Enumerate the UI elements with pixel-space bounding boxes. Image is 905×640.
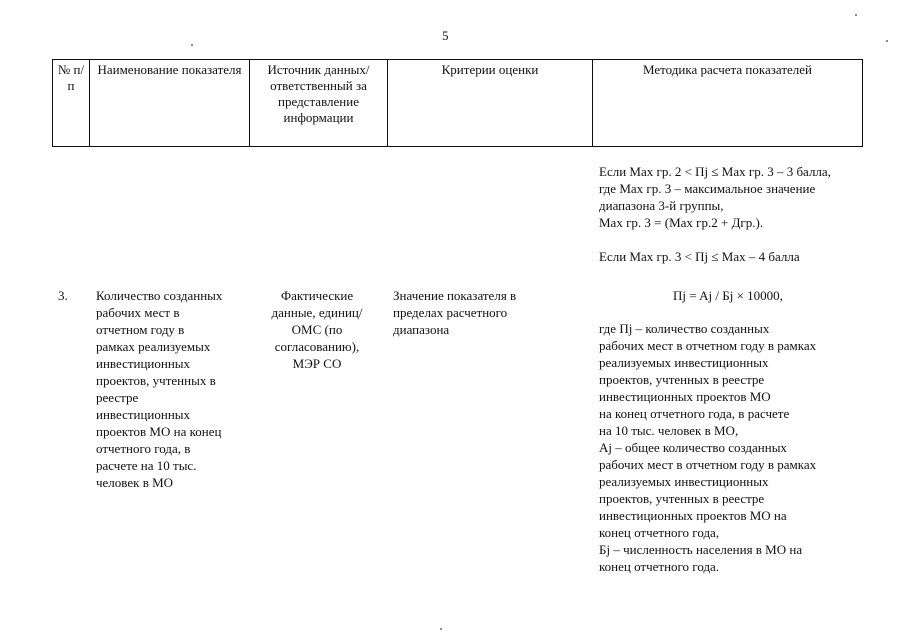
column-header-criteria: Критерии оценки [388, 60, 593, 147]
column-header-number: № п/п [53, 60, 90, 147]
evaluation-criteria [393, 287, 516, 338]
row-number: 3. [58, 288, 68, 303]
explanation-line: на 10 тыс. человек в МО, [599, 423, 739, 438]
criteria-line: Значение показателя в [393, 288, 517, 303]
explanation-line: на конец отчетного года, в расчете [599, 406, 790, 421]
data-source-line: ОМС (по [291, 322, 343, 337]
methodology-line: Если Max гр. 2 < Пj ≤ Max гр. 3 – 3 балла, [599, 164, 831, 179]
column-header-indicator-name: Наименование показателя [90, 60, 250, 147]
data-source [256, 287, 378, 372]
table-header-row [53, 60, 863, 147]
methodology-continuation [599, 163, 831, 265]
methodology-line: Если Max гр. 3 < Пj ≤ Max – 4 балла [599, 249, 800, 264]
indicator-name-line: человек в МО [96, 475, 174, 490]
table-header [52, 59, 863, 147]
indicator-name [96, 287, 222, 491]
indicator-name-line: отчетного года, в [96, 441, 191, 456]
explanation-line: рабочих мест в отчетном году в рамках [599, 457, 817, 472]
scan-speck [191, 44, 193, 46]
data-source-line: согласованию), [274, 339, 360, 354]
explanation-line: инвестиционных проектов МО [599, 389, 771, 404]
indicator-name-line: рабочих мест в [96, 305, 180, 320]
explanation-line: где Пj – количество созданных [599, 321, 770, 336]
indicator-name-line: реестре [96, 390, 139, 405]
indicator-name-line: Количество созданных [96, 288, 223, 303]
explanation-line: проектов, учтенных в реестре [599, 372, 765, 387]
indicator-name-line: отчетном году в [96, 322, 185, 337]
data-source-line: Фактические [280, 288, 354, 303]
methodology-line: где Max гр. 3 – максимальное значение [599, 181, 816, 196]
indicator-name-line: расчете на 10 тыс. [96, 458, 197, 473]
scan-speck [855, 14, 857, 16]
explanation-line: реализуемых инвестиционных [599, 355, 769, 370]
formula-explanation [599, 320, 816, 575]
calculation-formula: Пj = Aj / Бj × 10000, [673, 288, 783, 303]
indicator-name-line: рамках реализуемых [96, 339, 211, 354]
page-number: 5 [442, 28, 449, 43]
methodology-line: Max гр. 3 = (Max гр.2 + Дгр.). [599, 215, 764, 230]
scan-speck [440, 628, 442, 630]
criteria-line: диапазона [393, 322, 450, 337]
explanation-line: Бj – численность населения в МО на [599, 542, 803, 557]
explanation-line: инвестиционных проектов МО на [599, 508, 787, 523]
methodology-line: диапазона 3-й группы, [599, 198, 724, 213]
explanation-line: реализуемых инвестиционных [599, 474, 769, 489]
column-header-data-source: Источник данных/ ответственный за представление информации [250, 60, 388, 147]
methodology-spacer [599, 231, 831, 248]
explanation-line: проектов, учтенных в реестре [599, 491, 765, 506]
criteria-line: пределах расчетного [393, 305, 508, 320]
data-source-line: МЭР СО [292, 356, 342, 371]
column-header-methodology: Методика расчета показателей [593, 60, 863, 147]
explanation-line: конец отчетного года, [599, 525, 720, 540]
explanation-line: Aj – общее количество созданных [599, 440, 787, 455]
scan-speck [886, 40, 888, 42]
indicator-name-line: проектов МО на конец [96, 424, 222, 439]
explanation-line: рабочих мест в отчетном году в рамках [599, 338, 817, 353]
indicator-name-line: инвестиционных [96, 356, 191, 371]
indicator-name-line: инвестиционных [96, 407, 191, 422]
data-source-line: данные, единиц/ [271, 305, 363, 320]
indicator-name-line: проектов, учтенных в [96, 373, 216, 388]
explanation-line: конец отчетного года. [599, 559, 720, 574]
